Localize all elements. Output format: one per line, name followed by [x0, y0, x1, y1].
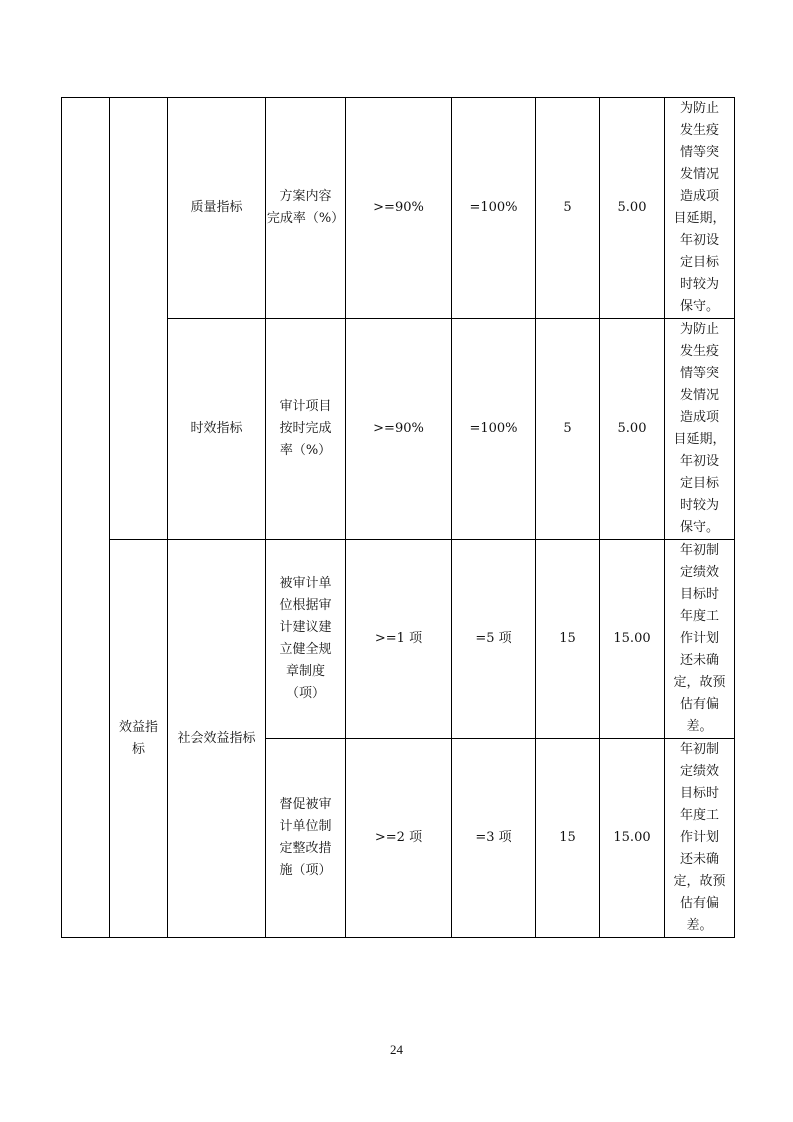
page-number: 24 — [390, 1042, 403, 1057]
target-cell: >=2 项 — [346, 739, 452, 938]
weight-cell: 15 — [536, 540, 600, 739]
indicator-cell: 方案内容 完成率（%） — [266, 98, 346, 319]
note-cell: 年初制 定绩效 目标时 年度工 作计划 还未确 定，故预 估有偏 差。 — [665, 540, 735, 739]
weight-cell: 5 — [536, 319, 600, 540]
note-cell: 为防止 发生疫 情等突 发情况 造成项 目延期， 年初设 定目标 时较为 保守。 — [665, 98, 735, 319]
table-row — [62, 98, 735, 319]
actual-cell: =100% — [452, 98, 536, 319]
indicator-cell: 被审计单 位根据审 计建议建 立健全规 章制度 （项） — [266, 540, 346, 739]
performance-table — [61, 97, 735, 938]
target-cell: >=1 项 — [346, 540, 452, 739]
actual-cell: =5 项 — [452, 540, 536, 739]
level2-cell: 效益指 标 — [110, 540, 168, 938]
target-cell: >=90% — [346, 319, 452, 540]
table-row — [62, 540, 735, 739]
weight-cell: 15 — [536, 739, 600, 938]
level2-cell — [110, 98, 168, 540]
level1-cell — [62, 98, 110, 938]
score-cell: 5.00 — [600, 319, 665, 540]
target-cell: >=90% — [346, 98, 452, 319]
note-cell: 为防止 发生疫 情等突 发情况 造成项 目延期， 年初设 定目标 时较为 保守。 — [665, 319, 735, 540]
actual-cell: =100% — [452, 319, 536, 540]
score-cell: 15.00 — [600, 540, 665, 739]
weight-cell: 5 — [536, 98, 600, 319]
actual-cell: =3 项 — [452, 739, 536, 938]
level3-cell: 质量指标 — [168, 98, 266, 319]
score-cell: 15.00 — [600, 739, 665, 938]
level3-cell: 时效指标 — [168, 319, 266, 540]
indicator-cell: 督促被审 计单位制 定整改措 施（项） — [266, 739, 346, 938]
note-cell: 年初制 定绩效 目标时 年度工 作计划 还未确 定，故预 估有偏 差。 — [665, 739, 735, 938]
score-cell: 5.00 — [600, 98, 665, 319]
level3-cell: 社会效益指标 — [168, 540, 266, 938]
indicator-cell: 审计项目 按时完成 率（%） — [266, 319, 346, 540]
